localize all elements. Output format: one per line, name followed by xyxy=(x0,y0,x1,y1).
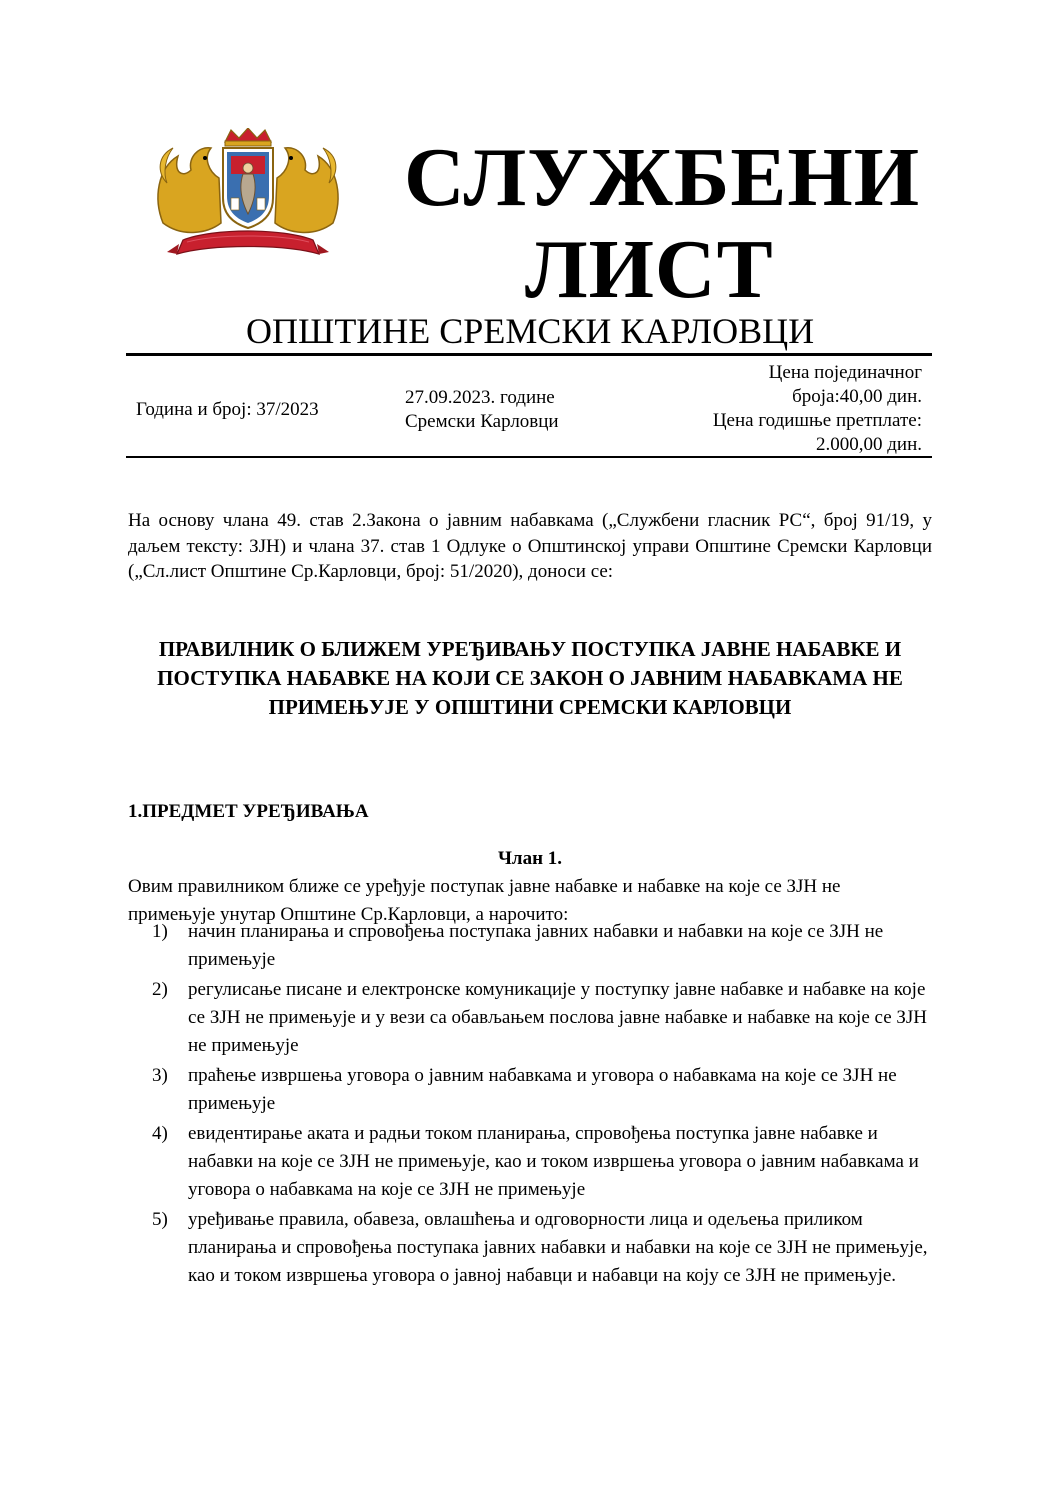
price-single-label: Цена појединачног xyxy=(768,362,922,383)
issue-date: 27.09.2023. године xyxy=(405,387,555,408)
list-item-text: начин планирања и спровођења поступака јавних набавки и набавки на које се ЗЈН не примењује xyxy=(188,921,884,970)
list-item-number: 1) xyxy=(152,921,168,942)
legal-basis-paragraph: На основу члана 49. став 2.Закона о јавним набавкама („Службени гласник РС“, број 91/19, у даљем тексту: ЗЈН) и члана 37. став 1 Одлуке о Општинској управи Општине Сремски Карловци („Сл.лист Општине Ср.Карловци, број: 51/2020), доноси се: xyxy=(128,510,932,582)
header-divider-top xyxy=(126,353,932,356)
section-title: 1.ПРЕДМЕТ УРЕЂИВАЊА xyxy=(128,801,369,822)
price-annual-value: 2.000,00 дин. xyxy=(815,434,922,455)
article-title: Члан 1. xyxy=(497,848,563,869)
list-item-text: уређивање правила, обавеза, овлашћења и одговорности лица и одељења приликом планирања и спровођења поступака јавних набавки и набавки на које се ЗЈН не примењује, као и током извршења уговора о јавној набавци и набавци на коју се ЗЈН не примењује. xyxy=(188,1209,928,1286)
list-item-number: 2) xyxy=(152,979,168,1000)
document-title: ПРАВИЛНИК О БЛИЖЕМ УРЕЂИВАЊУ ПОСТУПКА ЈАВНЕ НАБАВКЕ И ПОСТУПКА НАБАВКЕ НА КОЈИ СЕ ЗАКОН О ЈАВНИМ НАБАВКАМА НЕ ПРИМЕЊУЈЕ У ОПШТИНИ СРЕМСКИ КАРЛОВЦИ xyxy=(157,637,903,719)
masthead-title-line2: ЛИСТ xyxy=(525,223,774,316)
article-items-list xyxy=(128,918,932,1292)
list-item-number: 5) xyxy=(152,1209,168,1230)
list-item-number: 4) xyxy=(152,1123,168,1144)
list-item-number: 3) xyxy=(152,1065,168,1086)
issue-number: Година и број: 37/2023 xyxy=(136,399,319,420)
list-item xyxy=(128,918,932,974)
list-item-text: евидентирање аката и радњи током планирања, спровођења поступка јавне набавке и набавки на које се ЗЈН не примењује, као и током извршења уговора о јавним набавкама и уговора о набавкама на које се ЗЈН не примењује xyxy=(188,1123,919,1200)
header-divider-bottom xyxy=(126,456,932,458)
list-item-text: праћење извршења уговора о јавним набавкама и уговора о набавкама на које се ЗЈН не примењује xyxy=(188,1065,897,1114)
list-item xyxy=(128,976,932,1060)
coat-of-arms-icon xyxy=(143,128,353,268)
masthead-subtitle: ОПШТИНЕ СРЕМСКИ КАРЛОВЦИ xyxy=(246,311,815,351)
list-item xyxy=(128,1206,932,1290)
article-text: Овим правилником ближе се уређује поступак јавне набавке и набавке на које се ЗЈН не примењује унутар Општине Ср.Карловци, а нарочито: xyxy=(128,876,841,925)
list-item xyxy=(128,1062,932,1118)
price-single-value: броја:40,00 дин. xyxy=(792,386,922,407)
masthead-title-line1: СЛУЖБЕНИ xyxy=(404,131,921,224)
list-item-text: регулисање писане и електронске комуникације у поступку јавне набавке и набавке на које се ЗЈН не примењује и у вези са обављањем послова јавне набавке и набавке на које се ЗЈН не примењује xyxy=(188,979,928,1056)
list-item xyxy=(128,1120,932,1204)
price-annual-label: Цена годишње претплате: xyxy=(712,410,922,431)
issue-place: Сремски Карловци xyxy=(405,411,559,432)
